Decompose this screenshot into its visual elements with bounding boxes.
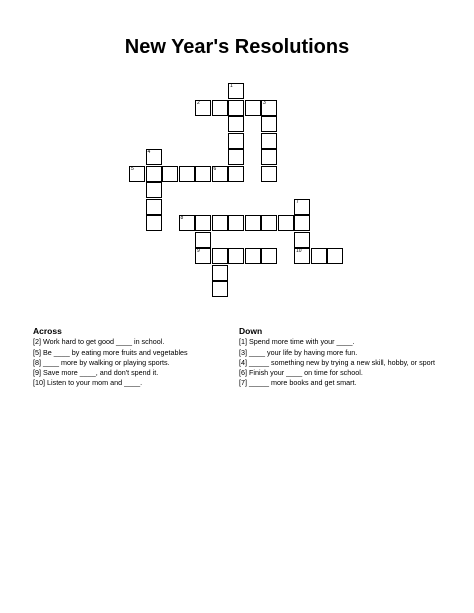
grid-cell[interactable]: [228, 166, 244, 182]
down-clue: [6] Finish your ____ on time for school.: [239, 368, 363, 378]
clue-number: 2: [197, 99, 200, 106]
clue-number: 9: [197, 248, 200, 254]
grid-cell[interactable]: [245, 100, 261, 116]
grid-cell[interactable]: [195, 100, 211, 116]
down-clue: [3] ____ your life by having more fun.: [239, 347, 358, 357]
puzzle-title: New Year's Resolutions: [124, 36, 350, 58]
grid-cell[interactable]: [146, 215, 162, 231]
clue-number: 7: [296, 198, 299, 205]
grid-cell[interactable]: [261, 166, 277, 182]
clue-number: 4: [147, 149, 151, 155]
across-clue: [8] ____ more by walking or playing sports.: [33, 357, 170, 367]
grid-cell[interactable]: [212, 281, 228, 297]
grid-cell[interactable]: [195, 232, 211, 248]
grid-cell[interactable]: [228, 215, 244, 231]
across-clue: [10] Listen to your mom and ____.: [33, 378, 143, 388]
grid-cell[interactable]: [129, 166, 145, 182]
grid-cell[interactable]: [146, 199, 162, 215]
across-heading: Across: [33, 326, 62, 336]
clue-number: 6: [213, 165, 217, 172]
clue-number: 8: [180, 215, 184, 221]
grid-cell[interactable]: [278, 215, 294, 231]
grid-cell[interactable]: [261, 248, 277, 264]
grid-cell[interactable]: [261, 116, 277, 132]
grid-cell[interactable]: [228, 116, 244, 132]
grid-cell[interactable]: [212, 166, 228, 182]
grid-cell[interactable]: [212, 100, 228, 116]
clue-number: 5: [131, 165, 134, 172]
grid-cell[interactable]: [261, 149, 277, 165]
grid-cell[interactable]: [146, 149, 162, 165]
grid-cell[interactable]: [261, 100, 277, 116]
grid-cell[interactable]: [212, 248, 228, 264]
down-clue: [7] _____ more books and get smart.: [239, 378, 357, 388]
grid-cell[interactable]: [212, 265, 228, 281]
across-clue: [5] Be ____ by eating more fruits and vegetables: [33, 347, 188, 357]
grid-cell[interactable]: [195, 215, 211, 231]
grid-cell[interactable]: [228, 100, 244, 116]
grid-cell[interactable]: [327, 248, 343, 264]
across-clues: [33, 326, 233, 389]
grid-cell[interactable]: [179, 166, 195, 182]
grid-cell[interactable]: [245, 248, 261, 264]
down-heading: Down: [239, 326, 263, 336]
grid-cell[interactable]: [179, 215, 195, 231]
grid-cell[interactable]: [261, 215, 277, 231]
clue-number: 10: [296, 248, 302, 254]
grid-cell[interactable]: [228, 133, 244, 149]
grid-cell[interactable]: [146, 182, 162, 198]
grid-cell[interactable]: [294, 215, 310, 231]
clue-number: 1: [230, 83, 233, 89]
grid-cell[interactable]: [195, 248, 211, 264]
down-clue: [1] Spend more time with your ____.: [239, 337, 355, 347]
grid-cell[interactable]: [162, 166, 178, 182]
grid-cell[interactable]: [228, 248, 244, 264]
grid-cell[interactable]: [261, 133, 277, 149]
grid-cell[interactable]: [294, 199, 310, 215]
clue-number: 3: [263, 99, 266, 106]
grid-cell[interactable]: [294, 248, 310, 264]
across-clue: [2] Work hard to get good ____ in school.: [33, 337, 165, 347]
grid-cell[interactable]: [212, 215, 228, 231]
grid-cell[interactable]: [311, 248, 327, 264]
down-clues: [239, 326, 449, 389]
grid-cell[interactable]: [146, 166, 162, 182]
grid-cell[interactable]: [228, 149, 244, 165]
down-clue: [4] _____ something new by trying a new skill, hobby, or sport: [239, 357, 436, 367]
grid-cell[interactable]: [228, 83, 244, 99]
across-clue: [9] Save more ____, and don't spend it.: [33, 368, 159, 378]
grid-cell[interactable]: [294, 232, 310, 248]
grid-cell[interactable]: [195, 166, 211, 182]
grid-cell[interactable]: [245, 215, 261, 231]
